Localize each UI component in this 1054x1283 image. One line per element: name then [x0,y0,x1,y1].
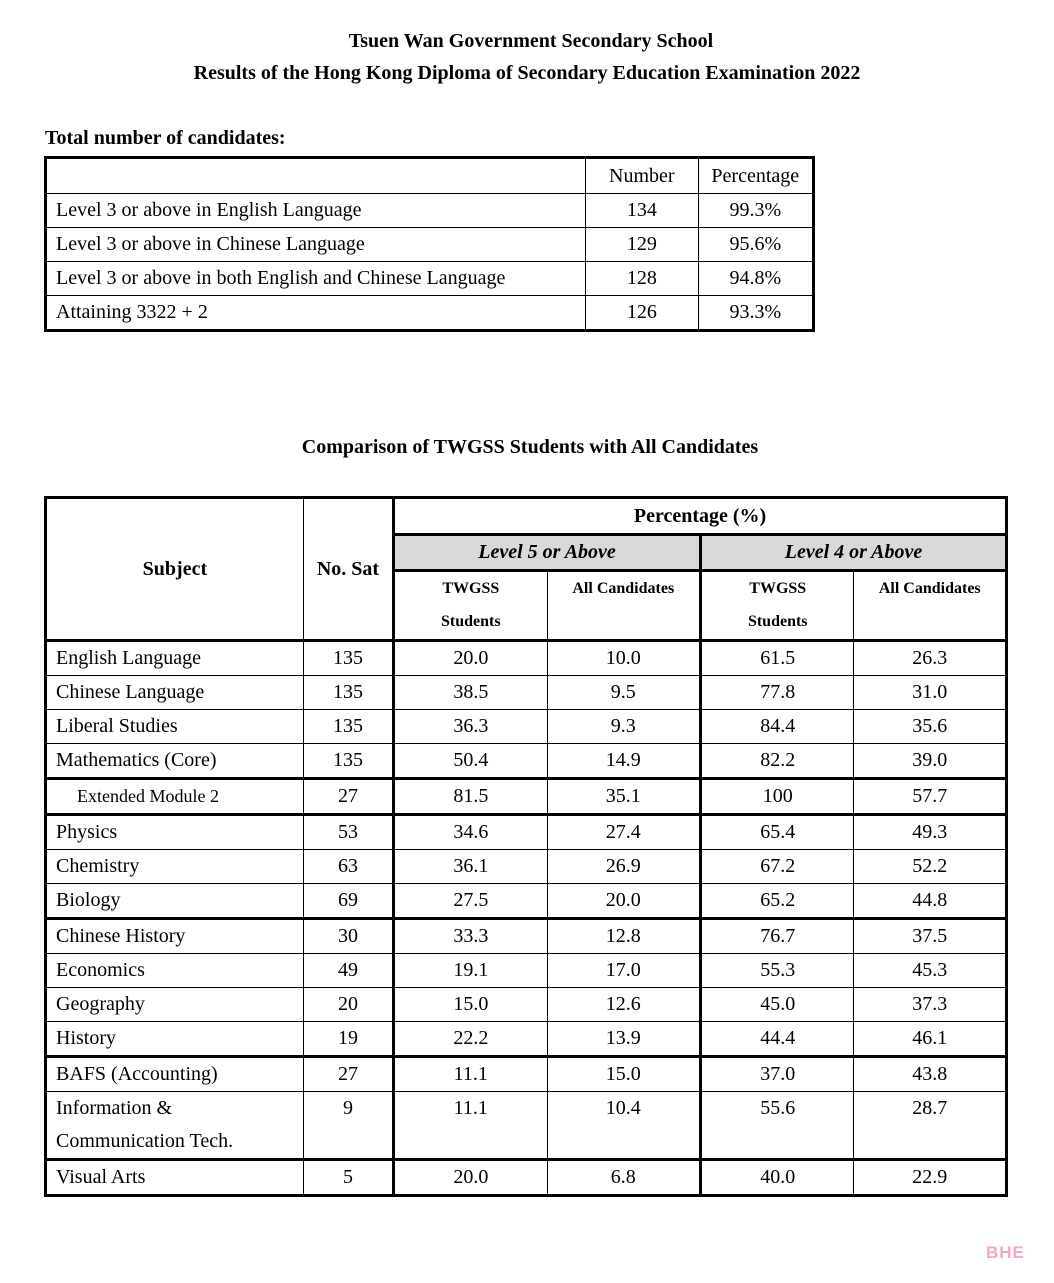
row-l4-twgss: 61.5 [701,641,854,676]
row-l4-twgss: 76.7 [701,919,854,954]
summary-row-percentage: 99.3% [698,194,813,228]
summary-header-row [46,158,814,194]
row-no-sat: 5 [303,1160,393,1196]
row-subject: Mathematics (Core) [46,744,304,779]
table-row [46,1057,1007,1092]
row-l5-all: 12.6 [547,988,700,1022]
row-subject: English Language [46,641,304,676]
row-subject: Biology [46,884,304,919]
row-l5-twgss: 50.4 [394,744,547,779]
summary-header-percentage: Percentage [698,158,813,194]
summary-row-percentage: 93.3% [698,296,813,331]
row-l5-all: 6.8 [547,1160,700,1196]
summary-row-percentage: 94.8% [698,262,813,296]
row-l5-twgss: 20.0 [394,641,547,676]
comparison-header-row [46,498,1007,535]
row-l4-twgss: 37.0 [701,1057,854,1092]
row-l4-all: 31.0 [854,676,1007,710]
header-level5: Level 5 or Above [394,535,701,571]
row-no-sat: 27 [303,1057,393,1092]
row-l4-all: 49.3 [854,815,1007,850]
row-l4-all: 39.0 [854,744,1007,779]
row-no-sat: 135 [303,676,393,710]
row-l4-twgss: 100 [701,779,854,815]
row-l5-all: 27.4 [547,815,700,850]
row-no-sat: 20 [303,988,393,1022]
table-row [46,919,1007,954]
header-l5-twgss: TWGSS Students [394,571,547,641]
header-no-sat: No. Sat [303,498,393,641]
summary-row [46,262,814,296]
header-percentage: Percentage (%) [394,498,1007,535]
summary-header-number: Number [586,158,698,194]
summary-row [46,194,814,228]
table-row [46,988,1007,1022]
row-subject: Information & Communication Tech. [46,1092,304,1160]
comparison-table [44,496,1008,1197]
header-subject: Subject [46,498,304,641]
table-row [46,1160,1007,1196]
row-l4-all: 22.9 [854,1160,1007,1196]
summary-row-label: Attaining 3322 + 2 [46,296,586,331]
row-no-sat: 27 [303,779,393,815]
row-l4-twgss: 65.2 [701,884,854,919]
row-l5-twgss: 34.6 [394,815,547,850]
row-no-sat: 135 [303,710,393,744]
row-l4-all: 57.7 [854,779,1007,815]
row-l5-all: 10.0 [547,641,700,676]
header-l4-twgss: TWGSS Students [701,571,854,641]
comparison-body [46,641,1007,1196]
row-l5-all: 17.0 [547,954,700,988]
row-no-sat: 135 [303,744,393,779]
table-row [46,884,1007,919]
school-title: Tsuen Wan Government Secondary School [348,30,714,52]
row-l5-twgss: 38.5 [394,676,547,710]
row-subject: BAFS (Accounting) [46,1057,304,1092]
comparison-title: Comparison of TWGSS Students with All Candidates [301,436,759,458]
summary-row [46,296,814,331]
table-row [46,710,1007,744]
row-l4-all: 37.3 [854,988,1007,1022]
watermark-logo: BHE [986,1243,1025,1262]
table-row [46,954,1007,988]
row-l4-all: 28.7 [854,1092,1007,1160]
row-l5-twgss: 20.0 [394,1160,547,1196]
row-l5-all: 20.0 [547,884,700,919]
summary-table [44,156,815,332]
row-l4-twgss: 82.2 [701,744,854,779]
table-row [46,1092,1007,1160]
row-l4-twgss: 40.0 [701,1160,854,1196]
row-subject: Visual Arts [46,1160,304,1196]
row-subject: Physics [46,815,304,850]
row-l4-twgss: 77.8 [701,676,854,710]
header-level4: Level 4 or Above [701,535,1007,571]
row-subject: Economics [46,954,304,988]
summary-row-number: 134 [586,194,698,228]
row-no-sat: 69 [303,884,393,919]
row-subject: Geography [46,988,304,1022]
row-l5-all: 12.8 [547,919,700,954]
summary-label: Total number of candidates: [45,127,286,149]
row-l5-twgss: 36.3 [394,710,547,744]
row-l4-all: 45.3 [854,954,1007,988]
header-l5-all: All Candidates [547,571,700,641]
row-subject: Extended Module 2 [46,779,304,815]
row-l4-twgss: 65.4 [701,815,854,850]
row-l4-twgss: 67.2 [701,850,854,884]
exam-title: Results of the Hong Kong Diploma of Secondary Education Examination 2022 [193,62,861,84]
row-l5-all: 9.5 [547,676,700,710]
table-row [46,1022,1007,1057]
row-l4-twgss: 55.6 [701,1092,854,1160]
row-l5-twgss: 11.1 [394,1092,547,1160]
table-row [46,744,1007,779]
row-l4-twgss: 45.0 [701,988,854,1022]
row-no-sat: 30 [303,919,393,954]
summary-row-percentage: 95.6% [698,228,813,262]
summary-row-label: Level 3 or above in both English and Chinese Language [46,262,586,296]
row-no-sat: 63 [303,850,393,884]
table-row [46,676,1007,710]
row-l4-all: 52.2 [854,850,1007,884]
summary-row [46,228,814,262]
row-no-sat: 49 [303,954,393,988]
summary-row-label: Level 3 or above in Chinese Language [46,228,586,262]
row-subject: Liberal Studies [46,710,304,744]
row-l5-twgss: 19.1 [394,954,547,988]
table-row [46,850,1007,884]
row-l4-all: 46.1 [854,1022,1007,1057]
row-l5-twgss: 33.3 [394,919,547,954]
row-l4-all: 37.5 [854,919,1007,954]
row-no-sat: 9 [303,1092,393,1160]
row-l4-twgss: 84.4 [701,710,854,744]
table-row [46,641,1007,676]
row-l4-all: 26.3 [854,641,1007,676]
row-l5-all: 14.9 [547,744,700,779]
row-l5-all: 10.4 [547,1092,700,1160]
row-subject: Chinese Language [46,676,304,710]
row-subject: Chinese History [46,919,304,954]
row-l5-all: 35.1 [547,779,700,815]
row-l4-all: 35.6 [854,710,1007,744]
row-l4-all: 43.8 [854,1057,1007,1092]
row-l5-twgss: 36.1 [394,850,547,884]
row-l5-twgss: 81.5 [394,779,547,815]
row-l5-all: 13.9 [547,1022,700,1057]
row-subject: Chemistry [46,850,304,884]
summary-row-number: 126 [586,296,698,331]
row-l5-twgss: 11.1 [394,1057,547,1092]
table-row [46,815,1007,850]
summary-header-blank [46,158,586,194]
row-subject: History [46,1022,304,1057]
row-l5-twgss: 27.5 [394,884,547,919]
row-l4-all: 44.8 [854,884,1007,919]
header-l4-all: All Candidates [854,571,1007,641]
row-l5-twgss: 15.0 [394,988,547,1022]
summary-row-number: 128 [586,262,698,296]
table-row [46,779,1007,815]
row-no-sat: 19 [303,1022,393,1057]
row-l5-all: 15.0 [547,1057,700,1092]
summary-row-label: Level 3 or above in English Language [46,194,586,228]
row-l5-twgss: 22.2 [394,1022,547,1057]
row-no-sat: 53 [303,815,393,850]
summary-row-number: 129 [586,228,698,262]
row-no-sat: 135 [303,641,393,676]
row-l5-all: 26.9 [547,850,700,884]
row-l4-twgss: 44.4 [701,1022,854,1057]
row-l4-twgss: 55.3 [701,954,854,988]
row-l5-all: 9.3 [547,710,700,744]
